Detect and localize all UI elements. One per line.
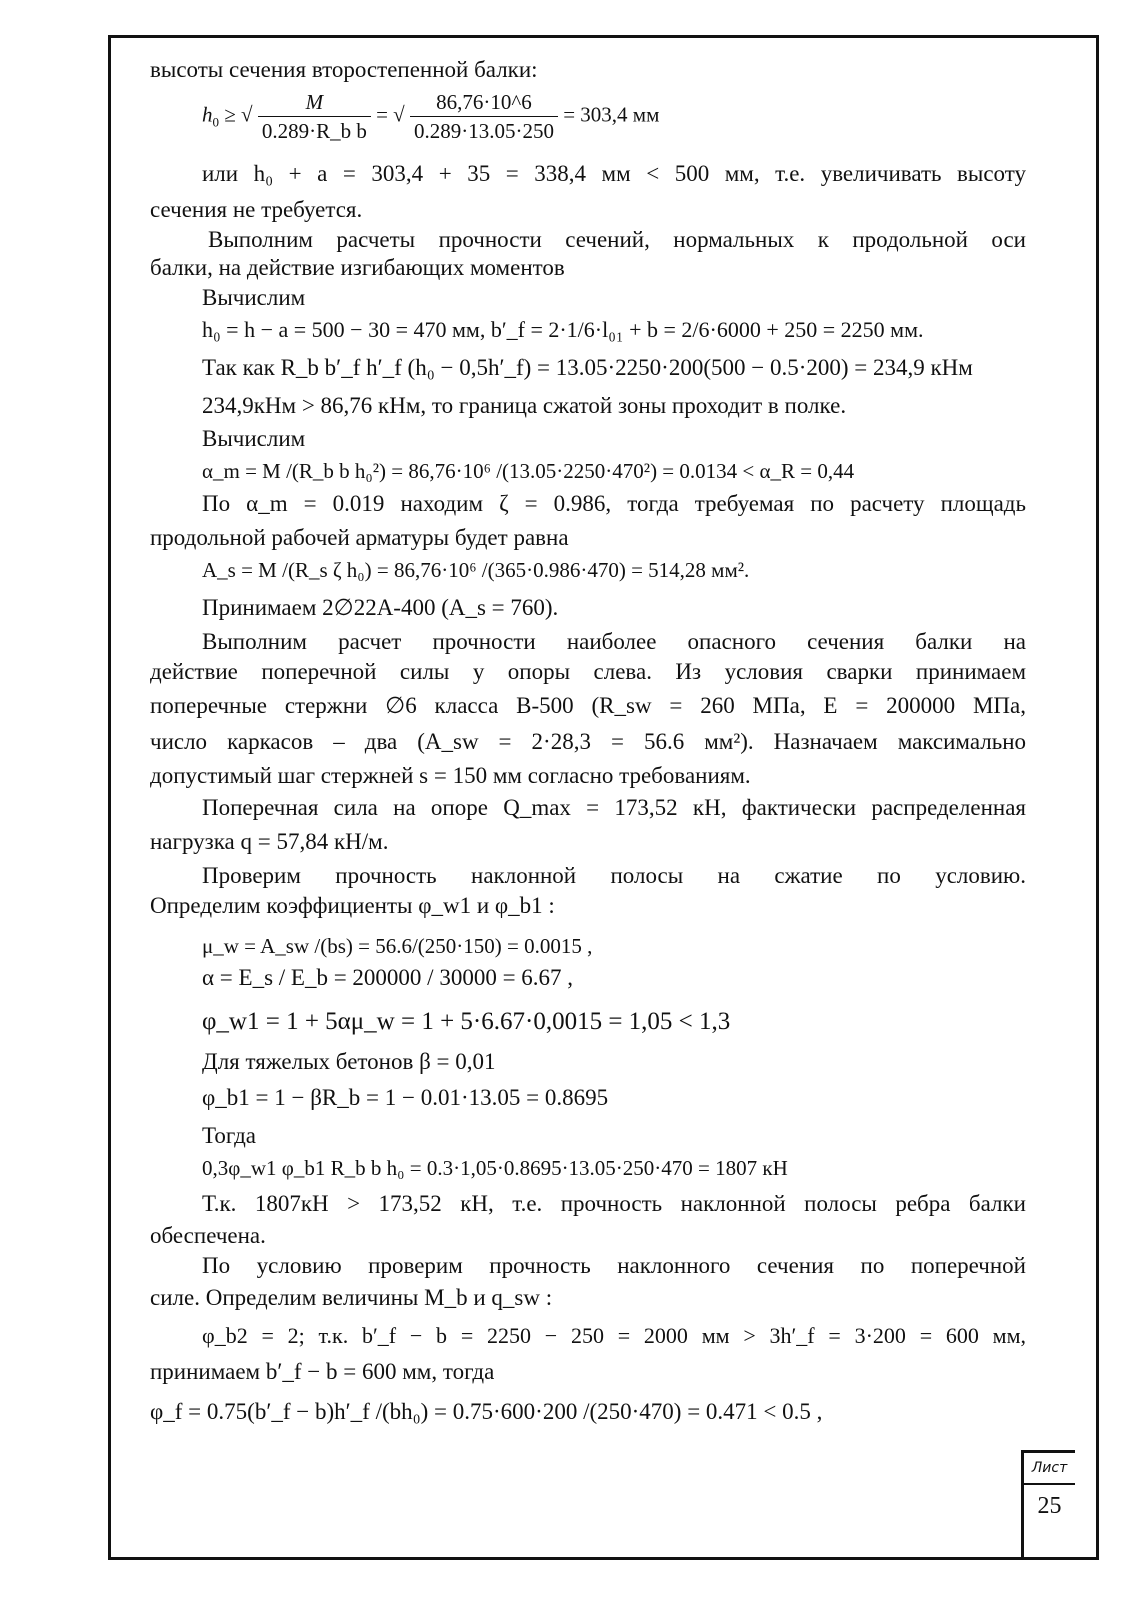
formula-h0-fractions: $h_0$ ≥ √ $\frac{M}{\text{0.289·R\_b b}}$ = √ $\frac{86,76\cdot 10\^{}6}{0.289\cdot 13.05\cdot 250}$ = 303,4 мм bbox=[202, 90, 660, 143]
fraction-1 bbox=[258, 88, 371, 145]
text-line: поперечные стержни ∅6 класса В-500 (R_sw = 260 МПа, E = 200000 МПа, bbox=[150, 693, 1026, 718]
formula-line: α_m = M /(R_b b h₀²) = 86,76·10⁶ /(13.05·2250·470²) = 0.0134 < α_R = 0,44 bbox=[202, 459, 855, 483]
text-line: действие поперечной силы у опоры слева. Из условия сварки принимаем bbox=[150, 659, 1026, 684]
text-line: Тогда bbox=[202, 1123, 257, 1148]
text-line: сечения не требуется. bbox=[150, 197, 363, 222]
fraction-1-num: M bbox=[258, 88, 371, 117]
formula-line: μ_w = A_sw /(bs) = 56.6/(250·150) = 0.0015 , bbox=[202, 934, 593, 958]
text-line: По α_m = 0.019 находим ζ = 0.986, тогда требуемая по расчету площадь bbox=[202, 491, 1026, 516]
text-line: высоты сечения второстепенной балки: bbox=[150, 57, 538, 82]
text-line: балки, на действие изгибающих моментов bbox=[150, 255, 565, 280]
sheet-number: 25 bbox=[1037, 1493, 1062, 1519]
formula-line: h₀ = h − a = 500 − 30 = 470 мм, b′_f = 2·1/6·l₀₁ + b = 2/6·6000 + 250 = 2250 мм. bbox=[202, 317, 924, 342]
text-line: обеспечена. bbox=[150, 1223, 266, 1248]
text-line: продольной рабочей арматуры будет равна bbox=[150, 525, 569, 550]
fraction-2-den: 0.289·13.05·250 bbox=[413, 119, 554, 143]
formula-line: φ_w1 = 1 + 5αμ_w = 1 + 5·6.67·0,0015 = 1,05 < 1,3 bbox=[202, 1008, 731, 1035]
text-line: Принимаем 2∅22А-400 (A_s = 760). bbox=[202, 595, 559, 620]
text-line: Определим коэффициенты φ_w1 и φ_b1 : bbox=[150, 893, 555, 918]
formula-line: α = E_s / E_b = 200000 / 30000 = 6.67 , bbox=[202, 965, 574, 990]
formula-line: Так как R_b b′_f h′_f (h₀ − 0,5h′_f) = 13.05·2250·200(500 − 0.5·200) = 234,9 кНм bbox=[202, 355, 973, 380]
text-line: число каркасов – два (A_sw = 2·28,3 = 56.6 мм²). Назначаем максимально bbox=[150, 729, 1026, 754]
formula-line: 0,3φ_w1 φ_b1 R_b b h₀ = 0.3·1,05·0.8695·13.05·250·470 = 1807 кН bbox=[202, 1156, 788, 1180]
text-line: допустимый шаг стержней s = 150 мм согласно требованиям. bbox=[150, 763, 751, 788]
text-line: По условию проверим прочность наклонного сечения по поперечной bbox=[202, 1253, 1026, 1278]
text-line: Поперечная сила на опоре Q_max = 173,52 кН, фактически распределенная bbox=[202, 795, 1026, 820]
text-line: Вычислим bbox=[202, 426, 306, 451]
formula-line: φ_b2 = 2; т.к. b′_f − b = 2250 − 250 = 2000 мм > 3h′_f = 3·200 = 600 мм, bbox=[202, 1323, 1026, 1348]
text-line: Выполним расчеты прочности сечений, нормальных к продольной оси bbox=[208, 227, 1026, 252]
text-line: Т.к. 1807кН > 173,52 кН, т.е. прочность наклонной полосы ребра балки bbox=[202, 1191, 1026, 1216]
text-line: принимаем b′_f − b = 600 мм, тогда bbox=[150, 1359, 495, 1384]
fraction-2-num: 86,76·10^6 bbox=[410, 88, 558, 117]
text-line: 234,9кНм > 86,76 кНм, то граница сжатой зоны проходит в полке. bbox=[202, 393, 847, 418]
text-line: силе. Определим величины M_b и q_sw : bbox=[150, 1285, 553, 1310]
text-line: или h₀ + a = 303,4 + 35 = 338,4 мм < 500 мм, т.е. увеличивать высоту bbox=[202, 161, 1026, 186]
sheet-stamp bbox=[1021, 1450, 1075, 1558]
text-line: Проверим прочность наклонной полосы на сжатие по условию. bbox=[202, 863, 1026, 888]
sheet-label: Лист bbox=[1024, 1453, 1075, 1485]
fraction-2 bbox=[410, 88, 558, 145]
fraction-1-den: 0.289·R_b b bbox=[261, 119, 367, 143]
formula-line: φ_b1 = 1 − βR_b = 1 − 0.01·13.05 = 0.8695 bbox=[202, 1085, 609, 1110]
text-line: нагрузка q = 57,84 кН/м. bbox=[150, 829, 389, 854]
text-line: Вычислим bbox=[202, 285, 306, 310]
text-line: Выполним расчет прочности наиболее опасного сечения балки на bbox=[202, 629, 1026, 654]
text-line: Для тяжелых бетонов β = 0,01 bbox=[202, 1049, 496, 1074]
formula-line: φ_f = 0.75(b′_f − b)h′_f /(bh₀) = 0.75·600·200 /(250·470) = 0.471 < 0.5 , bbox=[150, 1399, 823, 1424]
formula-line: A_s = M /(R_s ζ h₀) = 86,76·10⁶ /(365·0.986·470) = 514,28 мм². bbox=[202, 558, 750, 582]
